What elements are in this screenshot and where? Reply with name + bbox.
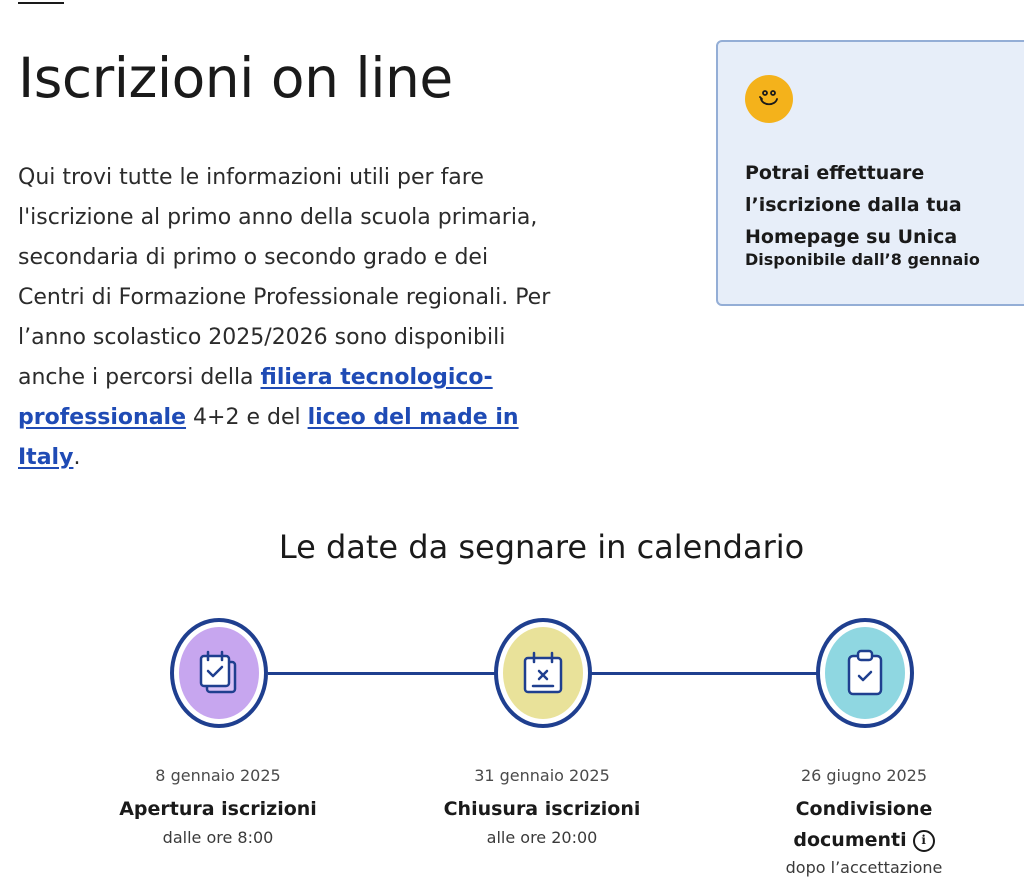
info-icon[interactable]: i: [913, 830, 935, 852]
step-1-circle: [170, 618, 268, 728]
step-2-date: 31 gennaio 2025: [474, 766, 610, 785]
intro-paragraph: [18, 158, 558, 478]
step-3-title: [744, 794, 984, 856]
timeline-connector-2: [590, 672, 820, 675]
step-1-note: dalle ore 8:00: [162, 828, 274, 847]
filiera-link[interactable]: filiera tecnologico-professionale: [18, 365, 493, 430]
step-2-circle: [494, 618, 592, 728]
card-text: Potrai effettuare l’iscrizione dalla tua Homepage su Unica: [745, 162, 962, 248]
timeline-connector-1: [268, 672, 496, 675]
step-3-circle: [816, 618, 914, 728]
intro-text-3: .: [73, 445, 81, 470]
card-availability: Disponibile dall’8 gennaio: [745, 250, 980, 269]
page-title: Iscrizioni on line: [18, 46, 453, 110]
calendar-check-icon: [197, 648, 241, 698]
step-1-date: 8 gennaio 2025: [155, 766, 281, 785]
calendar-title: Le date da segnare in calendario: [278, 528, 805, 566]
top-nav-underline: [18, 0, 64, 4]
unica-info-card: [716, 40, 1024, 306]
smiling-face-icon: [745, 75, 793, 123]
intro-text-2: 4+2 e del: [186, 405, 308, 430]
step-2-note: alle ore 20:00: [486, 828, 598, 847]
step-3-date: 26 giugno 2025: [800, 766, 928, 785]
clipboard-check-icon: [845, 648, 885, 698]
step-3-title-text: Condivisione documenti: [793, 798, 933, 851]
intro-text-1: Qui trovi tutte le informazioni utili per fare l'iscrizione al primo anno della scuola primaria, secondaria di primo o secondo grado e dei Centri di Formazione Professionale regionali. Per l’anno scolastico 2025/2026 sono disponibili anche i percorsi della: [18, 165, 551, 390]
step-1-title: Apertura iscrizioni: [119, 798, 317, 820]
calendar-x-icon: [521, 650, 565, 696]
step-2-title: Chiusura iscrizioni: [443, 798, 641, 820]
liceo-made-in-italy-link[interactable]: liceo del made in Italy: [18, 405, 519, 470]
step-3-note: dopo l’accettazione: [785, 858, 943, 877]
